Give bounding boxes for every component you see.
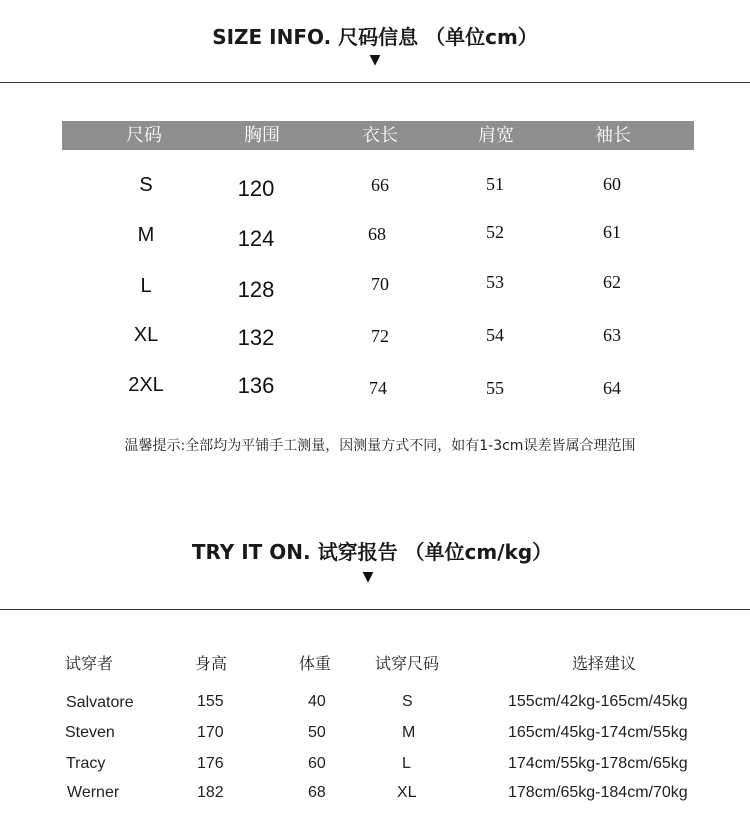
table-cell: 54 (486, 325, 504, 345)
table-cell: 40 (308, 693, 326, 710)
table-cell: 176 (197, 755, 224, 772)
table-cell: 60 (603, 174, 621, 194)
table-cell: Salvatore (66, 694, 134, 711)
table-cell: 2XL (128, 374, 164, 396)
table-cell: 128 (237, 277, 275, 302)
header-length: 衣长 (362, 125, 398, 146)
header-weight: 体重 (299, 654, 332, 673)
table-cell: M (137, 224, 155, 246)
table-cell: 61 (603, 222, 621, 242)
size-info-title: SIZE INFO. 尺码信息 （单位cm） (212, 25, 538, 49)
table-cell: 132 (237, 325, 275, 350)
table-cell: Steven (65, 724, 115, 741)
table-cell: L (140, 275, 152, 297)
table-cell: 53 (486, 272, 504, 292)
table-cell: 63 (603, 325, 621, 345)
measurement-note: 温馨提示:全部均为平铺手工测量，因测量方式不同，如有1-3cm误差皆属合理范围 (124, 438, 636, 454)
header-shoulder: 肩宽 (478, 125, 514, 146)
table-cell: 51 (486, 174, 504, 194)
table-cell: L (402, 755, 411, 772)
table-cell: 178cm/65kg-184cm/70kg (508, 784, 688, 801)
table-cell: 155cm/42kg-165cm/45kg (508, 693, 688, 710)
table-cell: 124 (237, 226, 275, 251)
header-suggestion: 选择建议 (572, 654, 637, 673)
divider (0, 609, 750, 610)
table-cell: 182 (197, 784, 224, 801)
down-arrow-icon: ▼ (369, 52, 381, 68)
table-cell: XL (133, 324, 159, 346)
header-try-size: 试穿尺码 (375, 654, 440, 673)
table-cell: 62 (603, 272, 621, 292)
header-sleeve: 袖长 (595, 125, 631, 146)
table-cell: 64 (603, 378, 621, 398)
table-cell: Tracy (66, 755, 106, 772)
table-cell: 72 (371, 326, 389, 346)
table-cell: 120 (237, 176, 275, 201)
try-on-title: TRY IT ON. 试穿报告 （单位cm/kg） (191, 540, 553, 564)
table-cell: 74 (369, 378, 387, 398)
table-cell: 70 (371, 274, 389, 294)
table-cell: 50 (308, 724, 326, 741)
table-cell: 165cm/45kg-174cm/55kg (508, 724, 688, 741)
table-cell: 155 (197, 693, 224, 710)
table-cell: M (402, 724, 416, 741)
down-arrow-icon: ▼ (362, 569, 374, 585)
header-height: 身高 (195, 654, 228, 673)
header-tester: 试穿者 (65, 654, 114, 673)
table-cell: 136 (237, 373, 275, 398)
table-cell: 68 (308, 784, 326, 801)
table-cell: 55 (486, 378, 504, 398)
table-cell: XL (397, 784, 417, 801)
table-cell: 170 (197, 724, 224, 741)
table-cell: Werner (67, 784, 120, 801)
table-cell: 66 (371, 175, 389, 195)
table-cell: 174cm/55kg-178cm/65kg (508, 755, 688, 772)
table-cell: S (402, 693, 413, 710)
table-cell: S (139, 174, 153, 196)
table-cell: 52 (486, 222, 504, 242)
header-size: 尺码 (126, 125, 162, 146)
table-cell: 60 (308, 755, 326, 772)
table-cell: 68 (368, 224, 386, 244)
header-chest: 胸围 (244, 125, 280, 146)
